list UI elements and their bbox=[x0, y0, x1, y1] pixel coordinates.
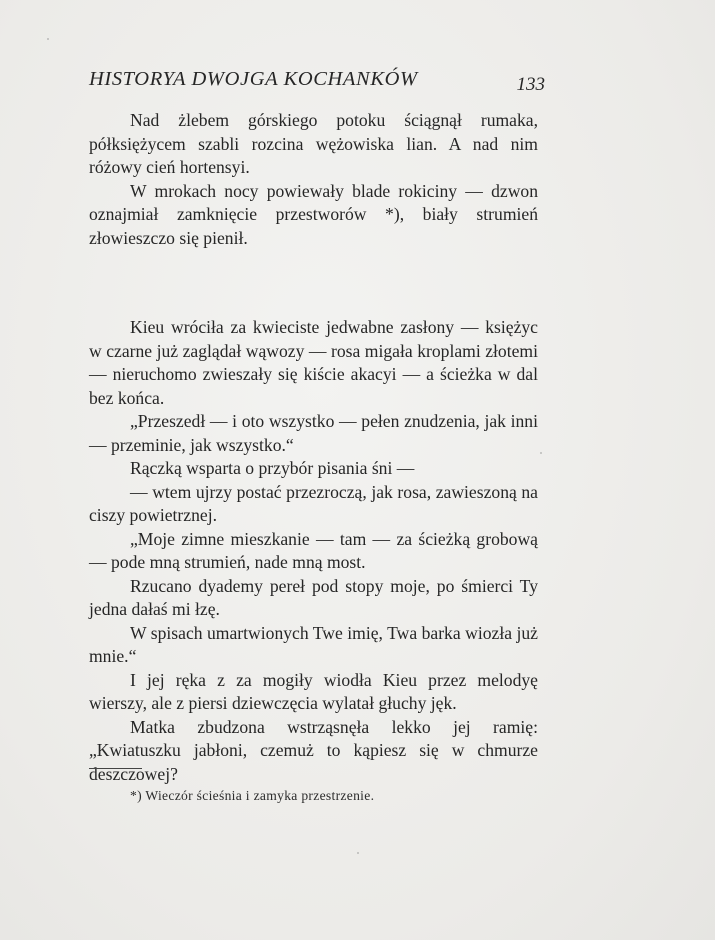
footnote: *) Wieczór ścieśnia i zamyka przestrzenie. bbox=[130, 788, 375, 803]
paragraph: Matka zbudzona wstrząsnęła lekko jej ramię: „Kwiatuszku jabłoni, czemuż to kąpiesz się w chmurze deszczowej? bbox=[89, 716, 538, 784]
paragraph: I jej ręka z za mogiły wiodła Kieu przez melodyę wierszy, ale z piersi dziewczęcia wylatał głuchy jęk. bbox=[89, 669, 538, 713]
text-section-1 bbox=[89, 109, 538, 250]
page-number: 133 bbox=[516, 74, 545, 95]
paragraph: „Moje zimne mieszkanie — tam — za ścieżką grobową — pode mną strumień, nade mną most. bbox=[89, 528, 538, 572]
paragraph: Rzucano dyademy pereł pod stopy moje, po śmierci Ty jedna dałaś mi łzę. bbox=[89, 575, 538, 619]
paragraph: „Przeszedł — i oto wszystko — pełen znudzenia, jak inni — przeminie, jak wszystko.“ bbox=[89, 411, 538, 455]
paragraph: Rączką wsparta o przybór pisania śni — bbox=[130, 458, 415, 478]
paper-speck bbox=[540, 452, 542, 454]
running-title: HISTORYA DWOJGA KOCHANKÓW bbox=[89, 68, 418, 90]
paper-speck bbox=[47, 38, 49, 40]
paragraph: W spisach umartwionych Twe imię, Twa barka wiozła już mnie.“ bbox=[89, 622, 538, 666]
paragraph: Nad żlebem górskiego potoku ściągnął rumaka, półksiężycem szabli rozcina wężowiska lian. A nad nim różowy cień hortensyi. bbox=[89, 110, 538, 177]
footnote-divider bbox=[89, 768, 142, 769]
paragraph: W mrokach nocy powiewały blade rokiciny — dzwon oznajmiał zamknięcie przestworów *), biały strumień złowieszczo się pienił. bbox=[89, 180, 538, 248]
text-section-2 bbox=[89, 316, 538, 786]
paragraph: — wtem ujrzy postać przezroczą, jak rosa, zawieszoną na ciszy powietrznej. bbox=[89, 481, 538, 525]
running-head bbox=[89, 68, 545, 98]
paragraph: Kieu wróciła za kwieciste jedwabne zasłony — księżyc w czarne już zaglądał wąwozy — rosa migała kroplami złotemi — nieruchomo zwieszały się kiście akacyi — a ścieżka w dal bez końca. bbox=[89, 317, 538, 408]
paper-speck bbox=[357, 852, 359, 854]
